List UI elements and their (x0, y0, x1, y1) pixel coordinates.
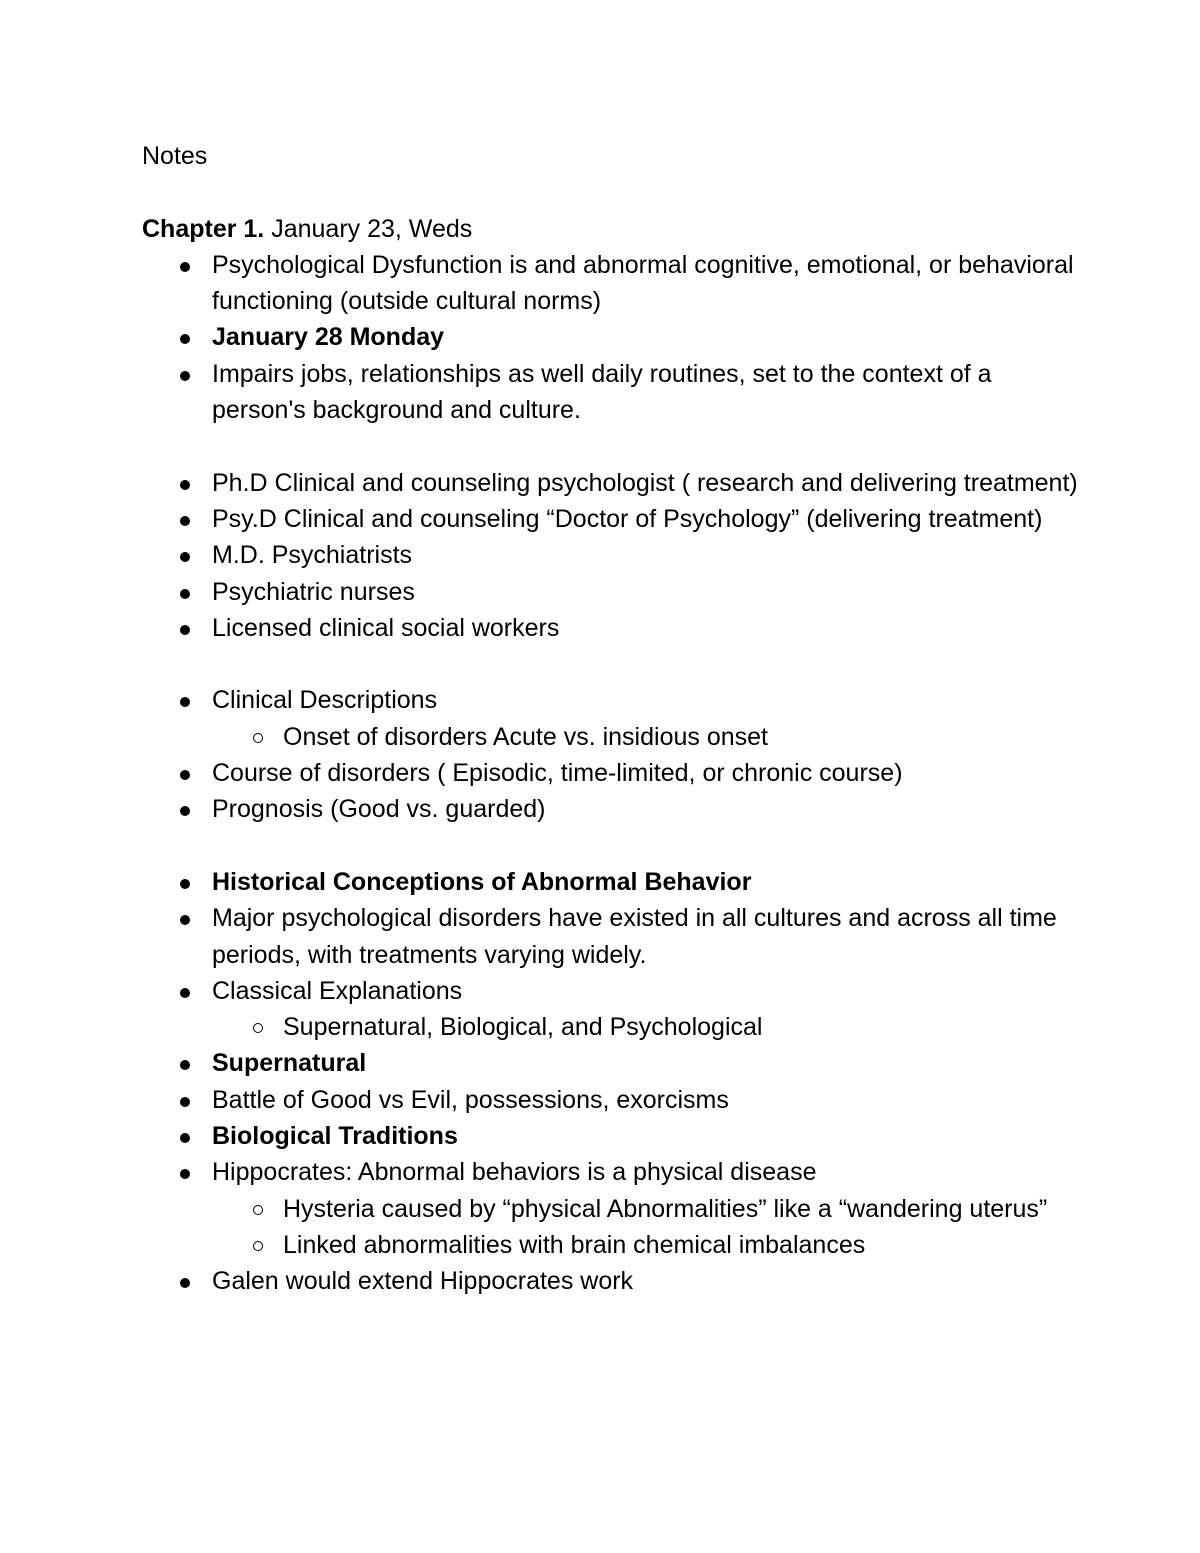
blank-line (142, 646, 1082, 682)
hollow-circle-icon (253, 733, 263, 743)
bullet-dot-icon (180, 1133, 190, 1143)
bullet-dot-icon (180, 915, 190, 925)
document-page (142, 138, 1082, 1300)
list-item-text: Classical Explanations (212, 976, 463, 1005)
list-item-text: Historical Conceptions of Abnormal Behavior (212, 867, 752, 896)
list-item-text: January 28 Monday (212, 323, 445, 352)
bullet-dot-icon (180, 262, 190, 272)
bullet-list (142, 247, 1082, 1300)
list-item-text: Ph.D Clinical and counseling psychologist ( research and delivering treatment) (212, 468, 1078, 497)
list-item-text: Psychological Dysfunction is and abnormal cognitive, emotional, or behavioral functioning (outside cultural norms) (212, 250, 1074, 316)
chapter-label: Chapter 1. (142, 214, 265, 243)
hollow-circle-icon (253, 1205, 263, 1215)
list-item-text: Battle of Good vs Evil, possessions, exorcisms (212, 1085, 729, 1114)
list-item-text: Clinical Descriptions (212, 686, 438, 715)
sub-list-item-text: Linked abnormalities with brain chemical imbalances (283, 1230, 866, 1259)
list-item (142, 356, 1082, 429)
sub-list-container (142, 1009, 1082, 1045)
bullet-dot-icon (180, 770, 190, 780)
list-item (142, 973, 1082, 1009)
sub-list-container (142, 1191, 1082, 1264)
bullet-dot-icon (180, 1278, 190, 1288)
bullet-dot-icon (180, 806, 190, 816)
spacer (142, 174, 1082, 210)
list-item-text: Supernatural (212, 1049, 367, 1078)
list-item (142, 900, 1082, 973)
list-item (142, 755, 1082, 791)
hollow-circle-icon (253, 1241, 263, 1251)
bullet-dot-icon (180, 697, 190, 707)
list-item-text: Major psychological disorders have existed in all cultures and across all time periods, with treatments varying widely. (212, 904, 1057, 969)
bullet-dot-icon (180, 1097, 190, 1107)
list-item (142, 864, 1082, 900)
list-item-text: Impairs jobs, relationships as well daily routines, set to the context of a person's background and culture. (212, 359, 992, 425)
sub-bullet-list (142, 1191, 1082, 1264)
list-item (142, 1118, 1082, 1154)
list-item (142, 247, 1082, 320)
list-item (142, 537, 1082, 573)
sub-list-item (142, 719, 1082, 755)
list-item (142, 610, 1082, 646)
chapter-heading (142, 211, 1082, 247)
hollow-circle-icon (253, 1023, 263, 1033)
list-item (142, 682, 1082, 718)
list-item-text: Psy.D Clinical and counseling “Doctor of Psychology” (delivering treatment) (212, 504, 1043, 533)
chapter-date: January 23, Weds (264, 214, 473, 243)
bullet-dot-icon (180, 480, 190, 490)
list-item (142, 1045, 1082, 1081)
list-item-text: M.D. Psychiatrists (212, 541, 413, 570)
sub-list-item-text: Supernatural, Biological, and Psychological (283, 1013, 763, 1042)
notes-list (142, 247, 1082, 1300)
list-item (142, 465, 1082, 501)
bullet-dot-icon (180, 1060, 190, 1070)
blank-line (142, 828, 1082, 864)
sub-list-item (142, 1191, 1082, 1227)
bullet-dot-icon (180, 1169, 190, 1179)
bullet-dot-icon (180, 552, 190, 562)
document-title: Notes (142, 142, 208, 170)
bullet-dot-icon (180, 988, 190, 998)
sub-list-item-text: Onset of disorders Acute vs. insidious onset (283, 722, 768, 751)
list-item (142, 1082, 1082, 1118)
sub-list-container (142, 719, 1082, 755)
bullet-dot-icon (180, 371, 190, 381)
list-item-text: Psychiatric nurses (212, 577, 415, 606)
list-item-text: Licensed clinical social workers (212, 613, 560, 642)
list-item (142, 1154, 1082, 1190)
bullet-dot-icon (180, 334, 190, 344)
bullet-dot-icon (180, 625, 190, 635)
list-item-text: Hippocrates: Abnormal behaviors is a physical disease (212, 1158, 817, 1187)
sub-list-item (142, 1009, 1082, 1045)
list-item-text: Galen would extend Hippocrates work (212, 1267, 634, 1296)
bullet-dot-icon (180, 589, 190, 599)
bullet-dot-icon (180, 879, 190, 889)
list-item-text: Biological Traditions (212, 1122, 458, 1151)
blank-line (142, 428, 1082, 464)
list-item (142, 791, 1082, 827)
list-item (142, 574, 1082, 610)
list-item-text: Course of disorders ( Episodic, time-limited, or chronic course) (212, 759, 903, 788)
list-item (142, 1263, 1082, 1299)
sub-bullet-list (142, 719, 1082, 755)
list-item (142, 501, 1082, 537)
bullet-dot-icon (180, 516, 190, 526)
sub-list-item-text: Hysteria caused by “physical Abnormalities” like a “wandering uterus” (283, 1194, 1048, 1223)
sub-bullet-list (142, 1009, 1082, 1045)
list-item-text: Prognosis (Good vs. guarded) (212, 795, 546, 824)
list-item (142, 319, 1082, 355)
sub-list-item (142, 1227, 1082, 1263)
